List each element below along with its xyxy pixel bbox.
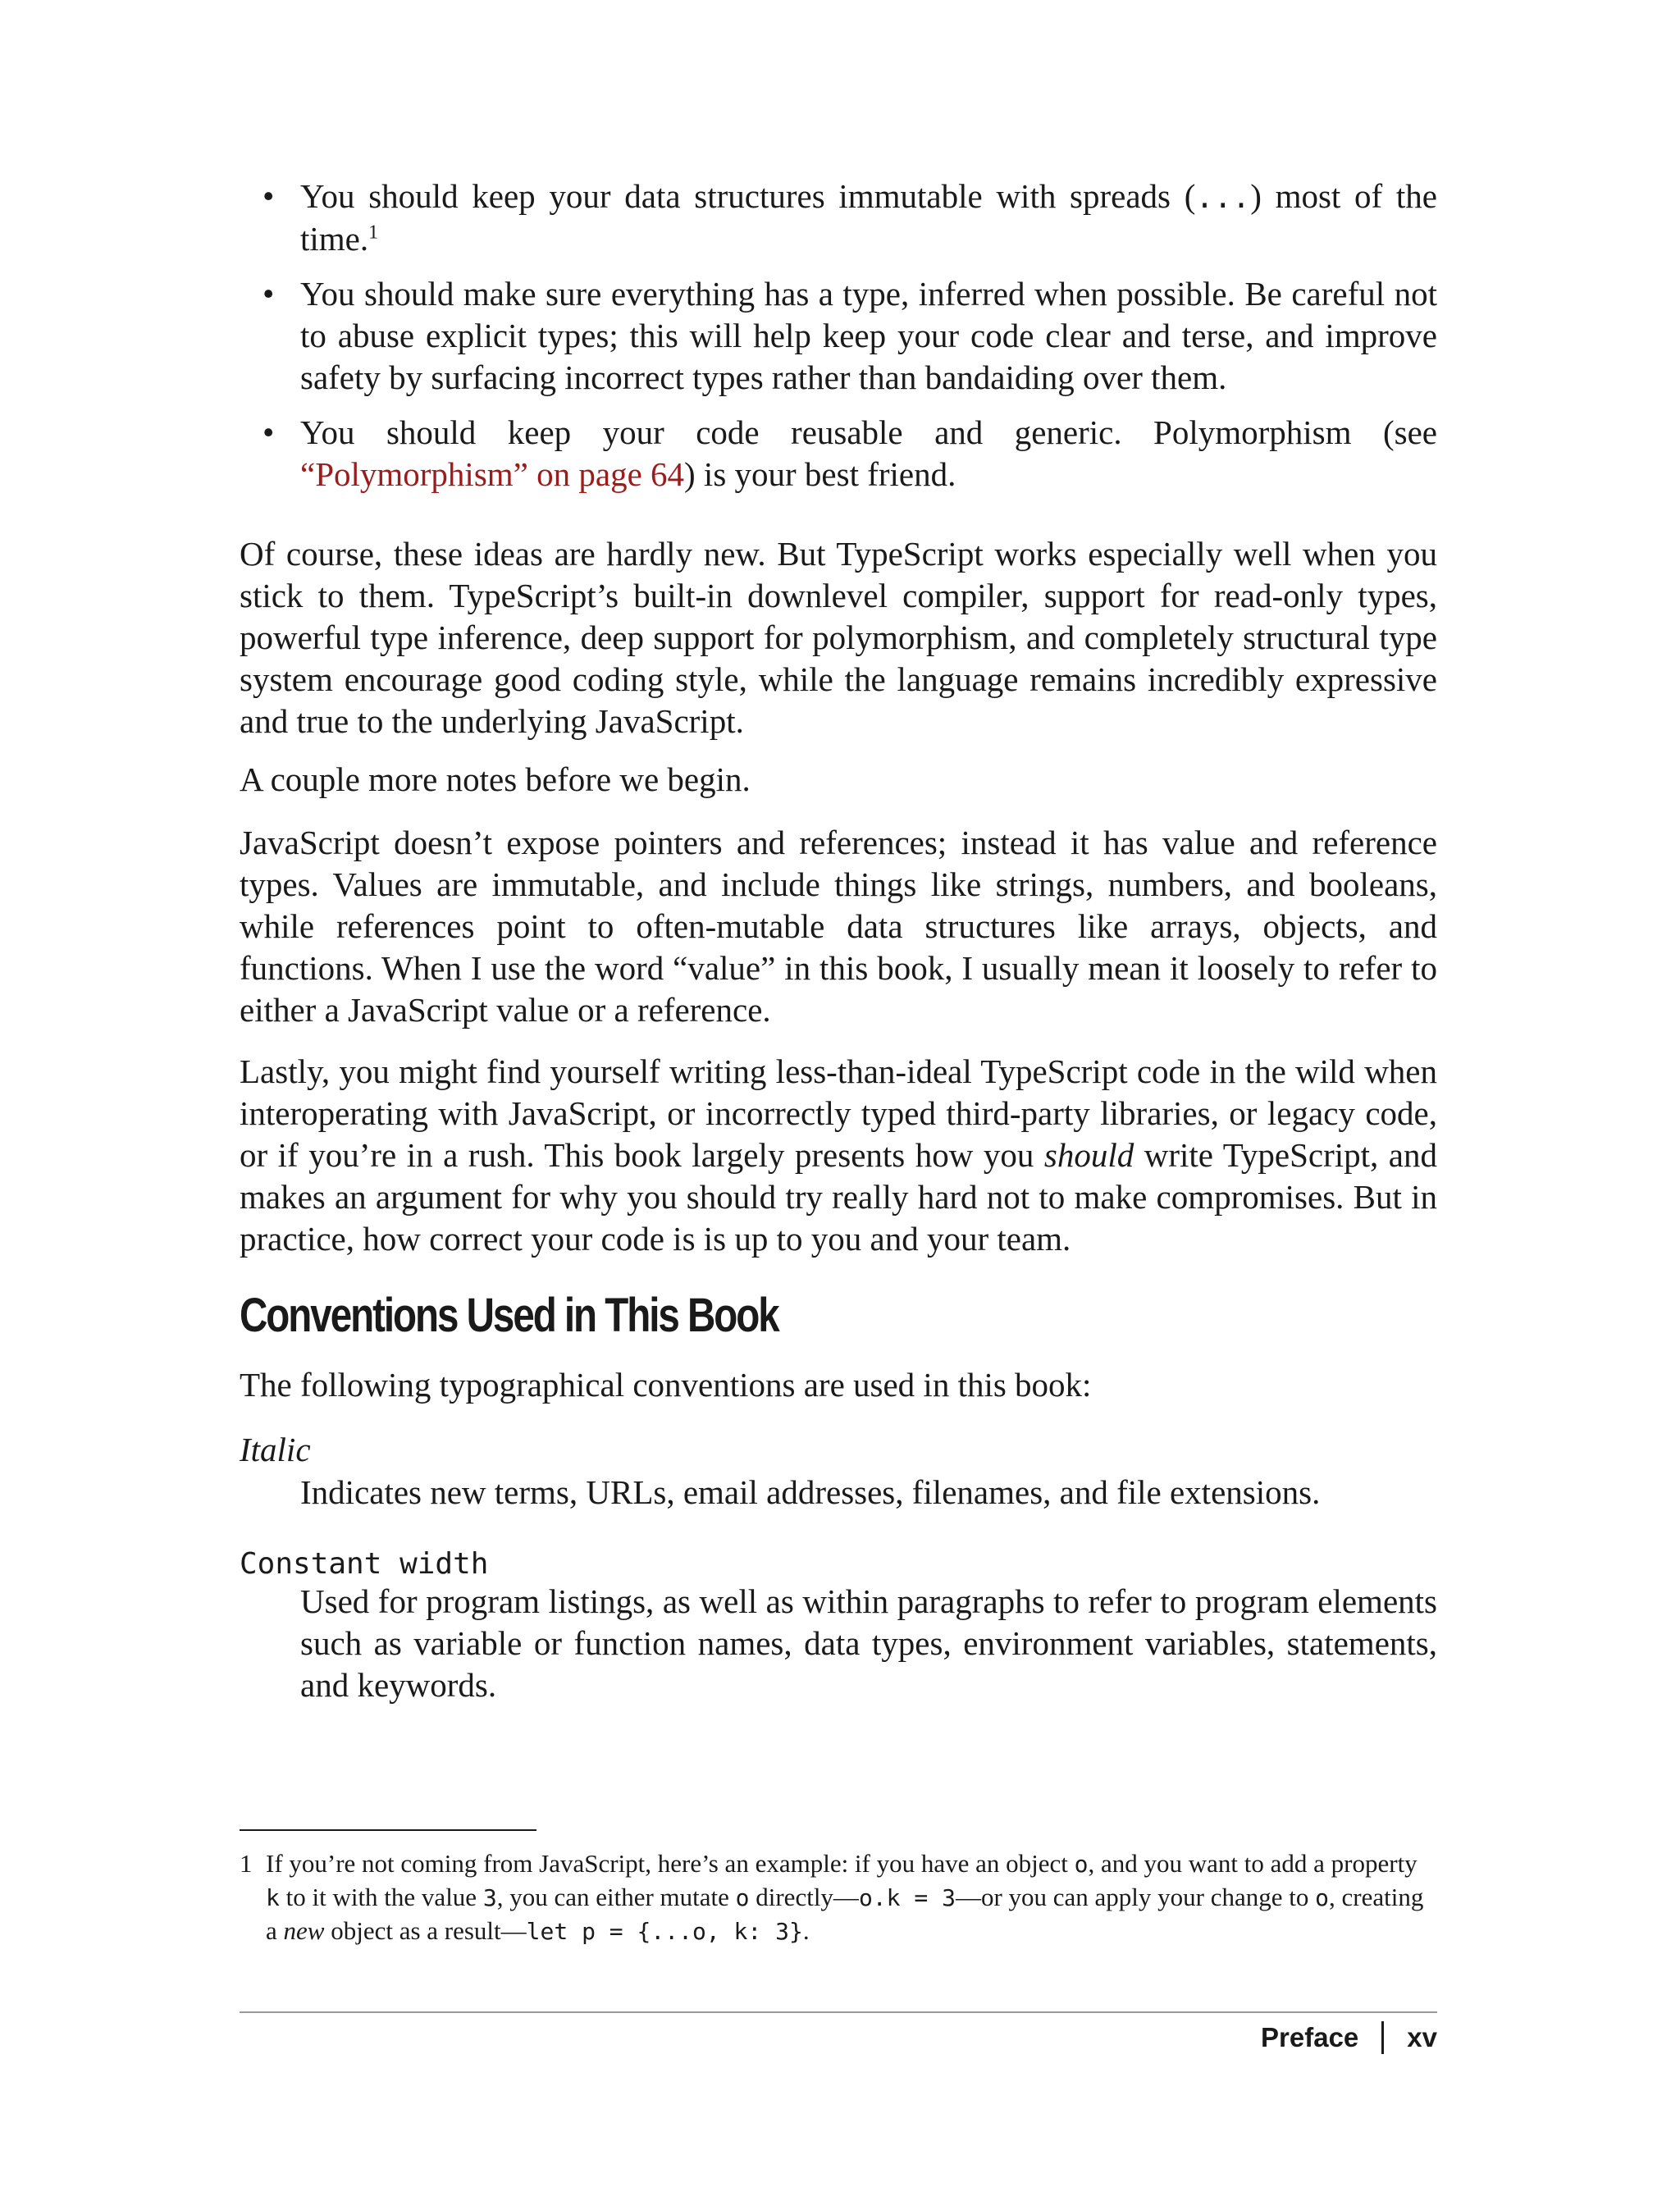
- bullet-item: [240, 273, 1437, 399]
- emphasis: should: [1043, 1136, 1134, 1174]
- bullet-item: [240, 176, 1437, 260]
- bullet-dot-icon: •: [262, 177, 275, 215]
- footer-divider: [1381, 2021, 1384, 2054]
- emphasis: new: [283, 1916, 325, 1945]
- polymorphism-cross-reference-link[interactable]: “Polymorphism” on page 64: [300, 455, 685, 493]
- footnote-separator: [240, 1829, 536, 1831]
- section-intro: The following typographical conventions are used in this book:: [240, 1366, 1092, 1404]
- page-number: xv: [1407, 2022, 1437, 2052]
- paragraph-lastly: Lastly, you might find yourself writing less-than-ideal TypeScript code in the wild when interoperating with JavaScript, or incorrectly typed third-party libraries, or legacy code, or if you’re in a rush. This book largely presents how you should write TypeScript, and makes an argument for why you should try really hard not to make compromises. But in practice, how correct your code is is up to you and your team.: [240, 1052, 1438, 1258]
- bullet-text: You should keep your code reusable and generic. Polymorphism (see: [300, 413, 1437, 451]
- inline-code: let p = {...o, k: 3}: [526, 1918, 803, 1945]
- convention-term-italic: Italic: [240, 1431, 311, 1468]
- footnote-number: 1: [240, 1849, 253, 1878]
- inline-code: o: [1315, 1884, 1329, 1911]
- bullet-text: You should make sure everything has a type, inferred when possible. Be careful not to abuse explicit types; this will help keep your code clear and terse, and improve safety by surfacing incorrect types rather than bandaiding over them.: [300, 275, 1437, 396]
- bullet-text: You should keep your data structures immutable with spreads (: [300, 177, 1196, 215]
- inline-code: ...: [1195, 180, 1251, 215]
- footer-rule: [240, 2011, 1437, 2013]
- section-heading: Conventions Used in This Book: [240, 1289, 778, 1342]
- bullet-dot-icon: •: [262, 413, 275, 451]
- inline-code: o.k = 3: [858, 1884, 956, 1911]
- bullet-text: ) most of the time.: [300, 177, 1437, 258]
- inline-code: o: [1074, 1851, 1089, 1878]
- inline-code: o: [735, 1884, 750, 1911]
- inline-code: 3: [482, 1884, 497, 1911]
- bullet-dot-icon: •: [262, 275, 275, 313]
- bullet-text: ) is your best friend.: [684, 455, 956, 493]
- convention-term-constant-width: Constant width: [240, 1547, 489, 1581]
- bullet-list: [240, 176, 1437, 509]
- bullet-item: [240, 412, 1437, 495]
- paragraph-notes: A couple more notes before we begin.: [240, 760, 751, 798]
- running-footer: [1261, 2021, 1437, 2054]
- footnote: [240, 1847, 1437, 1948]
- footer-section-title: Preface: [1261, 2022, 1359, 2052]
- inline-code: k: [266, 1884, 280, 1911]
- convention-description: Used for program listings, as well as within paragraphs to refer to program elements such as variable or function names, data types, environment variables, statements, and keywords.: [300, 1582, 1437, 1704]
- paragraph-ideas: Of course, these ideas are hardly new. But TypeScript works especially well when you stick to them. TypeScript’s built-in downlevel compiler, support for read-only types, powerful type inference, deep support for polymorphism, and completely structural type system encourage good coding style, while the language remains incredibly expressive and true to the underlying JavaScript.: [240, 535, 1437, 740]
- paragraph-values: JavaScript doesn’t expose pointers and references; instead it has value and reference types. Values are immutable, and include things like strings, numbers, and booleans, while references point to often-mutable data structures like arrays, objects, and functions. When I use the word “value” in this book, I usually mean it loosely to refer to either a JavaScript value or a reference.: [240, 824, 1437, 1029]
- footnote-text: If you’re not coming from JavaScript, here’s an example: if you have an object o, and you want to add a property k to it with the value 3, you can either mutate o directly—o.k = 3—or you can apply your change to o, creating a new object as a result—let p = {...o, k: 3}.: [266, 1849, 1424, 1945]
- convention-description: Indicates new terms, URLs, email addresses, filenames, and file extensions.: [300, 1473, 1321, 1511]
- footnote-reference[interactable]: 1: [368, 221, 379, 244]
